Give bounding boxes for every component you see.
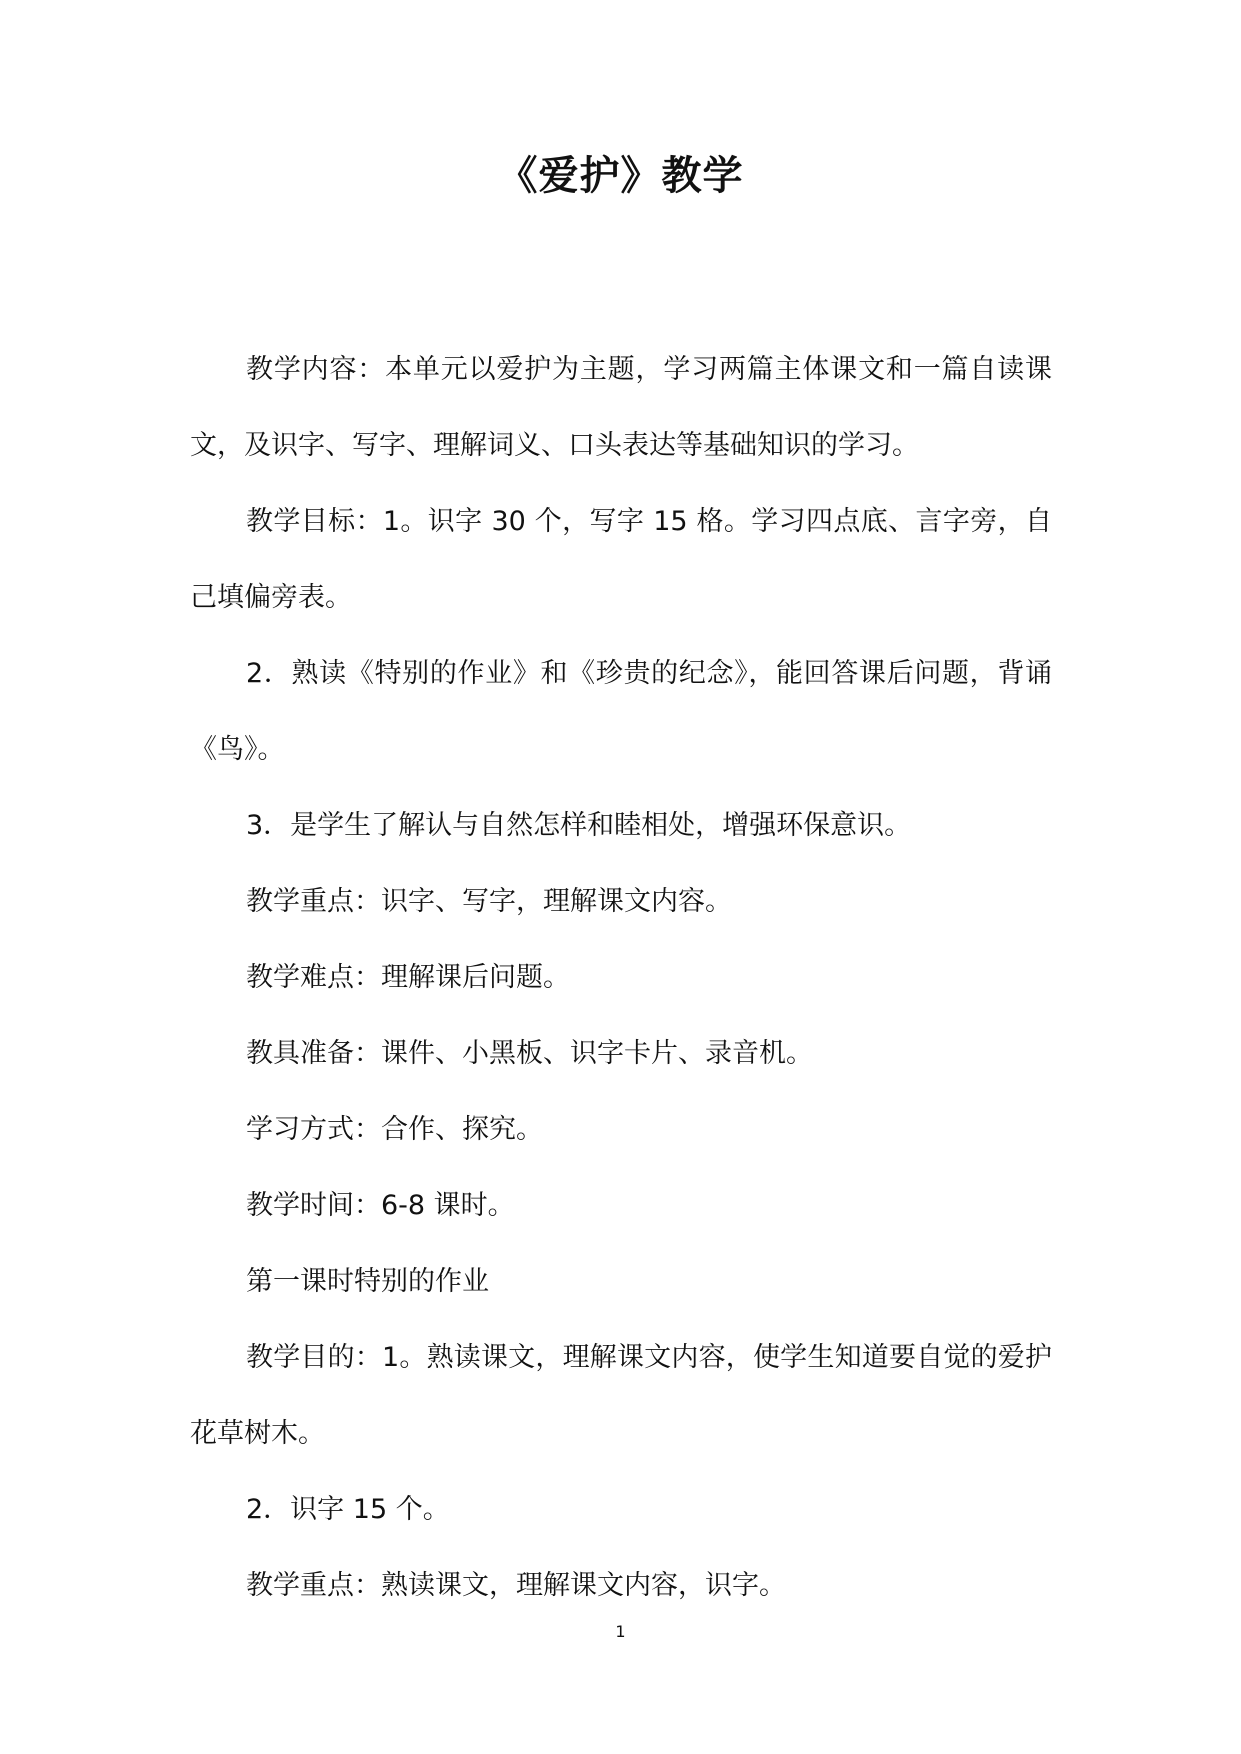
paragraph-teaching-content: 教学内容：本单元以爱护为主题，学习两篇主体课文和一篇自读课文，及识字、写字、理解词义、口头表达等基础知识的学习。 [190,354,1052,461]
paragraph-lesson-key-points: 教学重点：熟读课文，理解课文内容，识字。 [246,1570,786,1601]
paragraph-teaching-goal-1: 教学目标：1。识字 30 个，写字 15 格。学习四点底、言字旁，自己填偏旁表。 [190,506,1052,613]
paragraph-teaching-goal-2: 2．熟读《特别的作业》和《珍贵的纪念》，能回答课后问题，背诵《鸟》。 [190,658,1052,765]
page-number: 1 [615,1622,626,1641]
paragraph-teaching-aids: 教具准备：课件、小黑板、识字卡片、录音机。 [246,1038,813,1069]
paragraph-learning-method: 学习方式：合作、探究。 [246,1114,543,1145]
document-body [190,332,1052,1624]
paragraph-lesson-heading: 第一课时特别的作业 [246,1266,489,1297]
paragraph-lesson-goal-1: 教学目的：1。熟读课文，理解课文内容，使学生知道要自觉的爱护花草树木。 [190,1342,1052,1449]
paragraph-lesson-goal-2: 2．识字 15 个。 [246,1494,450,1525]
paragraph-key-points: 教学重点：识字、写字，理解课文内容。 [246,886,732,917]
paragraph-difficulties: 教学难点：理解课后问题。 [246,962,570,993]
document-title: 《爱护》教学 [497,153,744,199]
paragraph-teaching-time: 教学时间：6-8 课时。 [246,1190,515,1221]
paragraph-teaching-goal-3: 3．是学生了解认与自然怎样和睦相处，增强环保意识。 [246,810,912,841]
